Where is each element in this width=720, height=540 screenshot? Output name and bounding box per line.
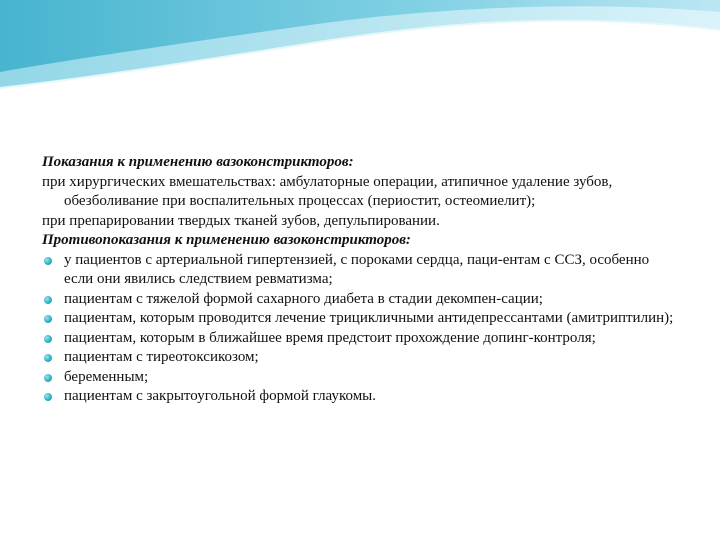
list-item-text: пациентам, которым в ближайшее время предстоит прохождение допинг-контроля; (64, 329, 596, 346)
header-wave-decoration (0, 0, 720, 110)
list-item-text: пациентам с закрытоугольной формой глаукомы. (64, 388, 377, 404)
indications-heading: Показания к применению вазоконстрикторов: (42, 154, 354, 170)
list-item (42, 309, 682, 329)
indication-item: при препарировании твердых тканей зубов, депульпировании. (42, 212, 440, 229)
indication-item: при хирургических вмешательствах: амбулаторные операции, атипичное удаление зубов, обезболивание при воспалительных процессах (периостит, остеомиелит); (42, 173, 613, 209)
list-item (42, 387, 682, 407)
bullet-icon (44, 335, 52, 343)
bullet-icon (44, 374, 52, 382)
list-item (42, 368, 682, 388)
bullet-icon (44, 315, 52, 323)
bullet-icon (44, 257, 52, 265)
list-item-text: у пациентов с артериальной гипертензией, с пороками сердца, паци-ентам с ССЗ, особенно если они явились следствием ревматизма; (64, 251, 650, 287)
slide-content (42, 153, 682, 407)
list-item-text: пациентам с тиреотоксикозом; (64, 349, 259, 365)
list-item-text: пациентам, которым проводится лечение трицикличными антидепрессантами (амитриптилин); (64, 310, 674, 326)
contraindications-list (42, 251, 682, 407)
contraindications-heading: Противопоказания к применению вазоконстрикторов: (42, 232, 411, 248)
list-item-text: беременным; (64, 368, 149, 385)
list-item (42, 290, 682, 310)
bullet-icon (44, 393, 52, 401)
list-item (42, 251, 682, 290)
bullet-icon (44, 296, 52, 304)
list-item-text: пациентам с тяжелой формой сахарного диабета в стадии декомпен-сации; (64, 290, 543, 307)
bullet-icon (44, 354, 52, 362)
list-item (42, 329, 682, 349)
list-item (42, 348, 682, 368)
